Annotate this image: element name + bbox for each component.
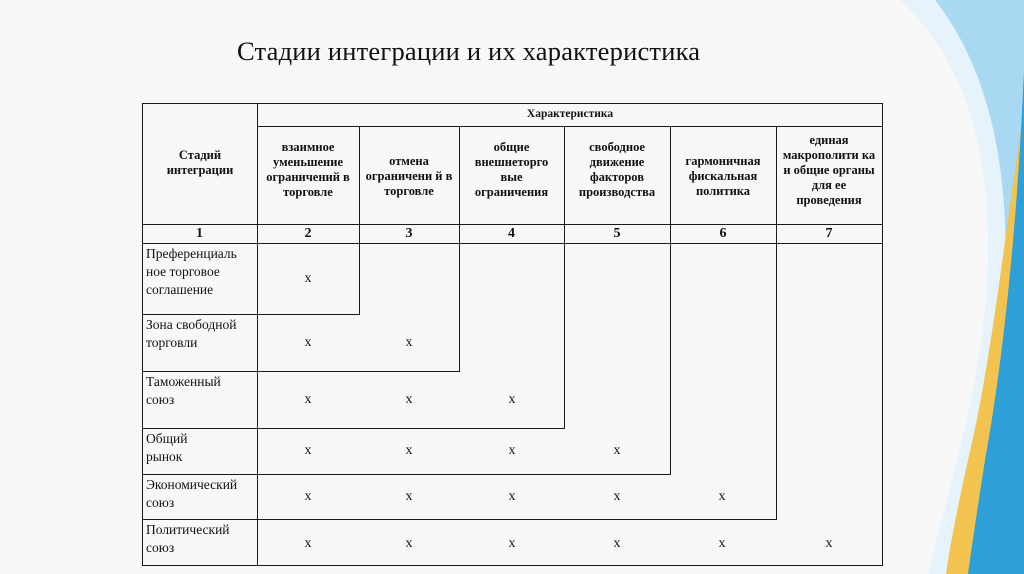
column-number: 2 (304, 226, 312, 241)
mark-cell: х (718, 489, 726, 505)
stage-label-economic: Экономический союз (146, 477, 238, 510)
mark-cell: х (508, 392, 516, 408)
characteristic-group-header: Характеристика (526, 108, 614, 120)
column-number: 3 (405, 226, 413, 241)
mark-cell: х (405, 489, 413, 505)
column-number: 7 (825, 226, 833, 241)
stage-label-customs: Таможенный союз (146, 374, 221, 407)
column-header-2: взаимное уменьшение ограничений в торговле (266, 140, 350, 199)
mark-cell: х (304, 335, 312, 351)
mark-cell: х (825, 536, 833, 552)
mark-cell: х (304, 443, 312, 459)
mark-cell: х (613, 443, 621, 459)
column-header-3: отмена ограничени й в торговле (365, 154, 453, 198)
mark-cell: х (405, 443, 413, 459)
mark-cell: х (508, 443, 516, 459)
stage-label-preferential: Преференциаль ное торговое соглашение (146, 246, 237, 297)
mark-cell: х (304, 271, 312, 287)
stage-label-free-trade: Зона свободной торговли (146, 317, 237, 350)
stage-column-header: Стадий интеграции (166, 148, 234, 177)
mark-cell: х (613, 536, 621, 552)
column-number: 1 (196, 226, 203, 241)
mark-cell: х (508, 489, 516, 505)
mark-cell: х (718, 536, 726, 552)
mark-cell: х (304, 392, 312, 408)
mark-cell: х (304, 489, 312, 505)
column-number: 5 (613, 226, 621, 241)
mark-cell: х (405, 536, 413, 552)
mark-cell: х (304, 536, 312, 552)
column-header-6: гармоничная фискальная политика (685, 154, 761, 198)
stage-label-common-market: Общий рынок (146, 431, 188, 464)
stage-label-political: Политический союз (146, 522, 230, 555)
mark-cell: х (405, 335, 413, 351)
mark-cell: х (508, 536, 516, 552)
column-number: 6 (719, 226, 727, 241)
mark-cell: х (405, 392, 413, 408)
column-header-4: общие внешнеторго вые ограничения (474, 140, 549, 199)
column-header-5: свободное движение факторов производства (578, 140, 656, 199)
mark-cell: х (613, 489, 621, 505)
column-number: 4 (508, 226, 515, 241)
page-title: Стадии интеграции и их характеристика (237, 36, 701, 66)
column-header-7: единая макрополити ка и общие органы для ее проведения (782, 133, 876, 207)
